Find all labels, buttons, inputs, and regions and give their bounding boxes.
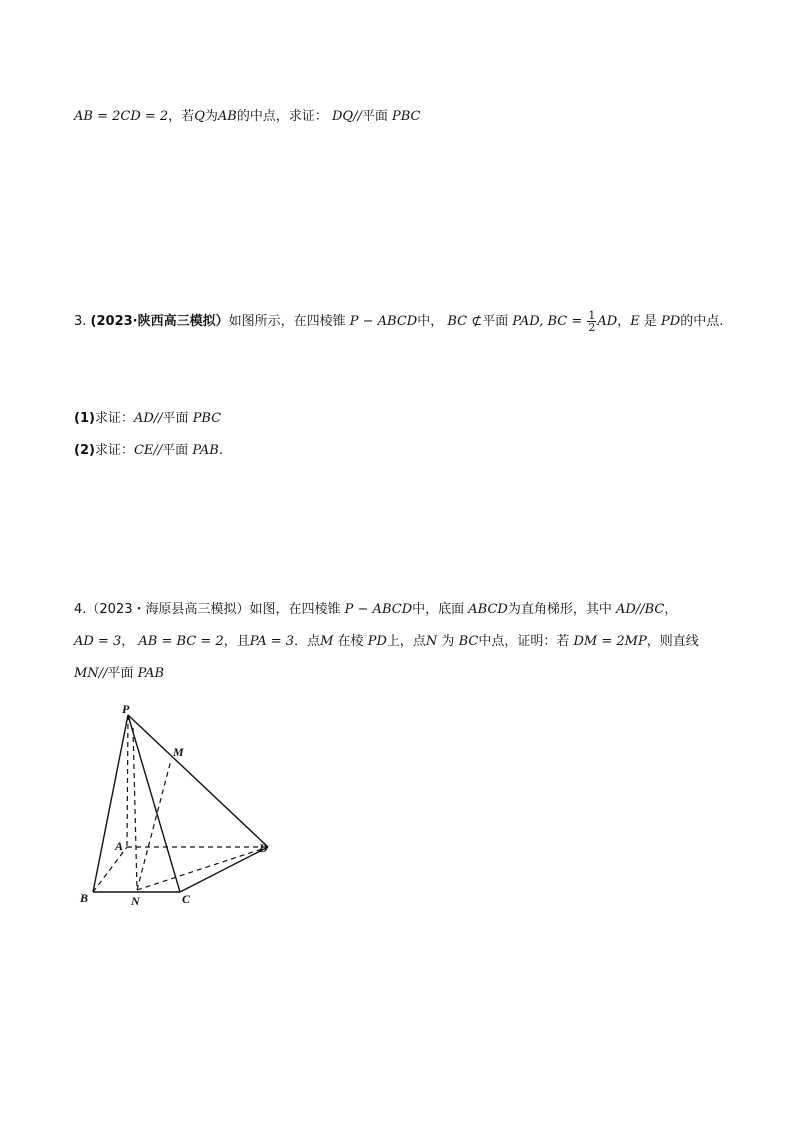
part-text: 求证： [94, 411, 134, 426]
q3-text: 平面 [482, 314, 509, 329]
label-p: P [122, 702, 130, 716]
part-text: . [218, 443, 223, 458]
q4-math: PD [367, 634, 387, 649]
q4-text: 如图，在四棱锥 [249, 602, 341, 617]
part-label: (1) [74, 411, 95, 426]
label-b: B [80, 891, 89, 905]
q2-text: ，若 [168, 109, 195, 124]
q4-text: ，且 [223, 634, 250, 649]
q2-math-q: Q [194, 109, 205, 124]
q4-text: ，则直线 [646, 634, 699, 649]
q3-part-2 [74, 442, 223, 460]
segment-pn [133, 728, 137, 890]
part-math: PBC [192, 411, 222, 426]
part-math: PAB [192, 443, 219, 458]
q3-text: 的中点. [680, 314, 724, 329]
q4-text: 中，底面 [412, 602, 465, 617]
label-c: C [182, 892, 191, 906]
q3-number: 3. [74, 314, 87, 329]
q3-math: BC [447, 314, 468, 329]
q3-part-1 [74, 410, 221, 428]
segment-nd [137, 847, 268, 890]
q4-stem-line-2 [74, 633, 699, 651]
q3-stem [74, 310, 723, 333]
q3-text: 是 [643, 314, 657, 329]
q4-math: PAB [137, 666, 165, 681]
q4-text: 为 [441, 634, 455, 649]
q3-fraction [587, 310, 596, 333]
q3-source: (2023·陕西高三模拟） [90, 314, 229, 329]
fraction-numerator: 1 [588, 309, 596, 322]
q3-math: PAD, BC = [512, 314, 583, 329]
q4-math: ABCD [468, 602, 508, 617]
q3-math: E [630, 314, 640, 329]
segment-nm [137, 760, 171, 890]
edge-pd [128, 715, 268, 847]
q4-text: 平面 [107, 666, 134, 681]
q4-text: ．点 [294, 634, 321, 649]
edge-cd [180, 847, 268, 892]
q4-source: （2023・海原县高三模拟） [86, 602, 250, 617]
q3-math: PD [661, 314, 681, 329]
q2-condition-line [74, 108, 420, 126]
q4-math: BC [458, 634, 479, 649]
q2-math-ab: AB = 2CD = 2 [74, 109, 169, 124]
q4-text: ， [121, 634, 135, 649]
label-d: D [259, 841, 268, 855]
label-n: N [131, 894, 140, 908]
part-text: 平面 [162, 411, 189, 426]
part-math: AD// [133, 411, 163, 426]
q2-text: 平面 [361, 109, 388, 124]
q4-text: 中点，证明：若 [478, 634, 570, 649]
q4-math: AD//BC [616, 602, 665, 617]
fraction-denominator: 2 [588, 321, 596, 334]
q2-math-dq: DQ// [331, 109, 362, 124]
q4-number: 4. [74, 602, 87, 617]
edge-pa [127, 715, 128, 847]
edge-pb [93, 715, 128, 892]
q4-math: AB = BC = 2 [138, 634, 224, 649]
q3-math: ⊄ [471, 314, 483, 329]
pyramid-figure [70, 698, 290, 913]
q4-math: MN// [74, 666, 108, 681]
q4-text: 为直角梯形，其中 [507, 602, 612, 617]
q4-math: M [320, 634, 334, 649]
q3-text: 如图所示，在四棱锥 [228, 314, 346, 329]
q4-math: P − ABCD [344, 602, 413, 617]
q4-math: N [425, 634, 438, 649]
q3-math: AD [597, 314, 618, 329]
part-label: (2) [74, 443, 95, 458]
q2-math-ab2: AB [217, 109, 237, 124]
part-math: CE// [133, 443, 163, 458]
q2-text: 的中点，求证： [236, 109, 328, 124]
q4-math: PA = 3 [249, 634, 295, 649]
q4-stem-line-1 [74, 601, 677, 619]
label-a: A [115, 839, 124, 853]
q2-math-pbc: PBC [391, 109, 421, 124]
q4-math: DM = 2MP [573, 634, 647, 649]
q4-text: 上，点 [386, 634, 426, 649]
q4-text: ， [664, 602, 678, 617]
q4-text: 在棱 [337, 634, 364, 649]
part-text: 平面 [162, 443, 189, 458]
part-text: 求证： [94, 443, 134, 458]
q3-text: 中， [417, 314, 444, 329]
q3-text: ， [617, 314, 631, 329]
label-m: M [173, 745, 184, 759]
q3-math: P − ABCD [349, 314, 418, 329]
q4-math: AD = 3 [74, 634, 122, 649]
q2-text: 为 [204, 109, 218, 124]
q4-stem-line-3 [74, 665, 164, 683]
